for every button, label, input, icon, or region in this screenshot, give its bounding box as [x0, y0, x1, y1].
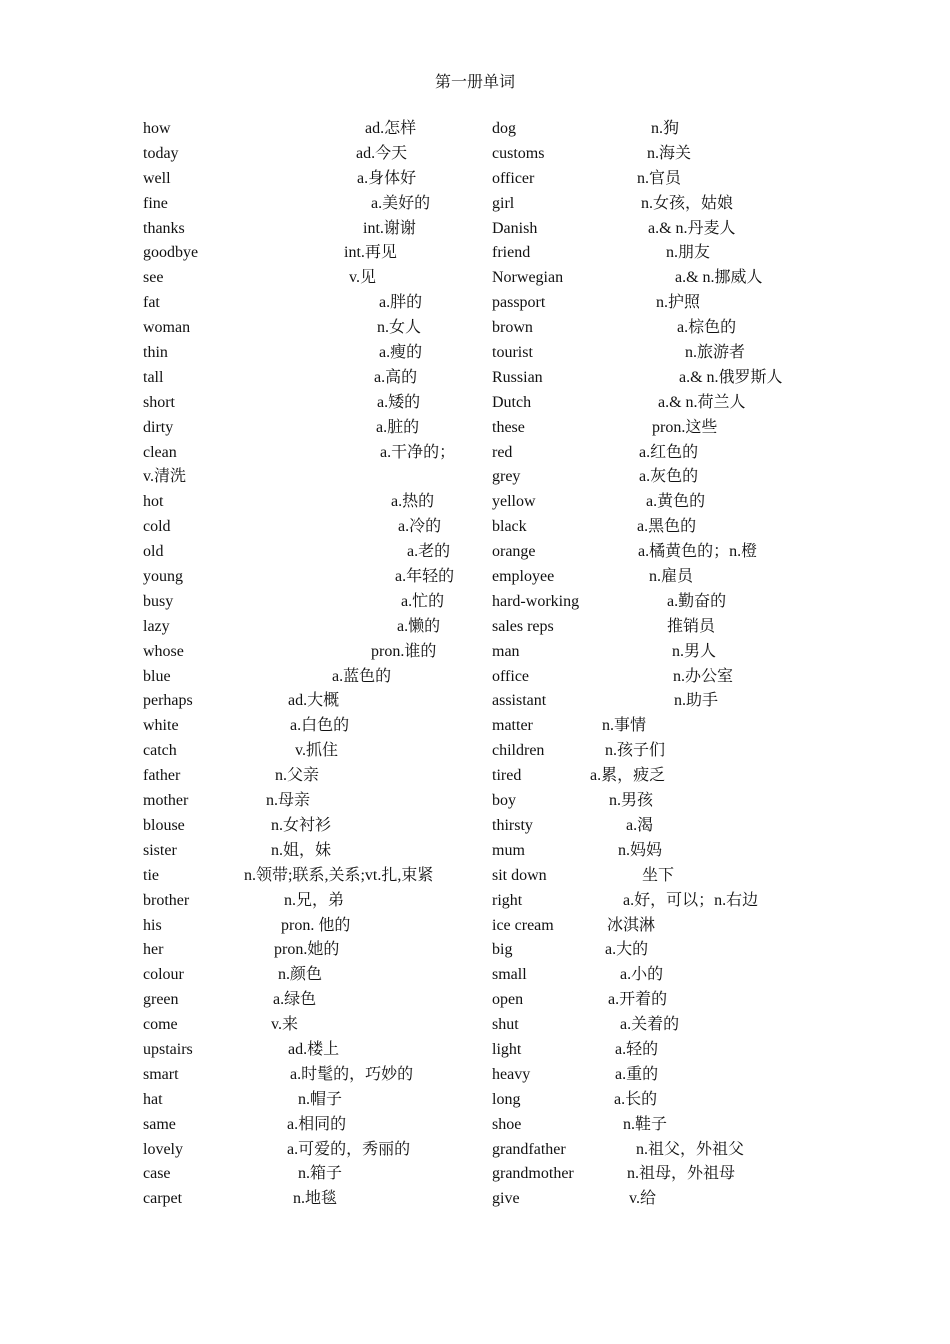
vocab-word: man: [492, 642, 520, 660]
vocab-definition: a.棕色的: [677, 319, 737, 337]
vocab-definition: n.兄，弟: [284, 891, 345, 909]
vocab-row: [143, 142, 473, 167]
vocab-definition: n.护照: [656, 294, 701, 312]
vocab-definition: a.& n.挪威人: [675, 269, 763, 287]
vocab-word: thanks: [143, 219, 185, 237]
vocab-definition: a.重的: [615, 1065, 659, 1083]
vocab-row: [143, 391, 473, 416]
vocab-definition: int.谢谢: [363, 219, 416, 237]
vocab-word: how: [143, 120, 171, 137]
vocab-row: [143, 515, 473, 540]
vocab-word: goodbye: [143, 244, 199, 262]
vocab-row: [492, 217, 822, 242]
vocab-row: [492, 665, 822, 690]
vocab-definition: ad.怎样: [365, 120, 417, 137]
vocab-word: see: [143, 269, 164, 287]
vocab-definition: a.渴: [626, 816, 654, 834]
vocab-definition: a.红色的: [639, 443, 699, 461]
vocab-word: green: [143, 991, 179, 1009]
vocab-word: orange: [492, 543, 536, 561]
left-vocabulary-column: [143, 117, 473, 1212]
vocab-word: matter: [492, 717, 533, 735]
vocab-word: whose: [143, 642, 184, 660]
vocab-row: [492, 167, 822, 192]
vocab-definition: a.身体好: [357, 169, 417, 187]
vocab-word: father: [143, 767, 181, 785]
vocab-definition: a.高的: [374, 368, 418, 386]
vocab-word: red: [492, 443, 513, 461]
vocab-word: dog: [492, 120, 516, 137]
vocab-word: smart: [143, 1065, 179, 1083]
vocab-row: [143, 714, 473, 739]
vocab-row: [492, 814, 822, 839]
vocab-definition: a.小的: [620, 966, 664, 984]
vocab-word: old: [143, 543, 164, 561]
vocab-word: light: [492, 1040, 522, 1058]
vocab-definition: a.& n.丹麦人: [648, 219, 736, 237]
vocab-row: [492, 1187, 822, 1212]
vocab-row: [143, 291, 473, 316]
vocab-word: his: [143, 916, 162, 934]
vocab-row: [492, 391, 822, 416]
vocab-word: mum: [492, 841, 525, 859]
vocab-row: [492, 1113, 822, 1138]
vocab-row: [492, 192, 822, 217]
vocab-definition: n.母亲: [266, 792, 311, 810]
vocab-definition: ad.楼上: [288, 1040, 340, 1058]
vocab-word: busy: [143, 592, 174, 610]
vocab-word: v.清洗: [143, 468, 186, 486]
vocab-row: [143, 814, 473, 839]
vocab-row: [143, 1187, 473, 1212]
vocab-word: big: [492, 941, 513, 959]
vocab-definition: n.妈妈: [618, 841, 663, 859]
vocab-word: come: [143, 1016, 178, 1034]
vocab-row: [143, 266, 473, 291]
vocab-row: [143, 938, 473, 963]
vocab-word: mother: [143, 792, 189, 810]
vocab-word: right: [492, 891, 523, 909]
vocab-definition: a.可爱的，秀丽的: [287, 1140, 411, 1158]
vocab-word: Russian: [492, 368, 543, 386]
vocab-definition: n.助手: [674, 692, 719, 710]
vocab-definition: a.好，可以；n.右边: [623, 891, 759, 909]
vocab-row: [492, 739, 822, 764]
vocab-row: [143, 117, 473, 142]
vocab-word: grey: [492, 468, 521, 486]
vocab-definition: n.女衬衫: [271, 816, 332, 834]
vocab-definition: 冰淇淋: [607, 916, 656, 934]
vocab-word: boy: [492, 792, 516, 810]
vocab-definition: ad.今天: [356, 144, 408, 162]
vocab-word: Norwegian: [492, 269, 564, 287]
vocab-definition: n.旅游者: [685, 344, 746, 362]
vocab-definition: a.脏的: [376, 418, 420, 436]
vocab-word: small: [492, 966, 527, 984]
vocab-definition: n.女人: [377, 319, 422, 337]
vocab-word: brother: [143, 891, 190, 909]
vocab-row: [143, 789, 473, 814]
vocab-definition: a.蓝色的: [332, 667, 392, 685]
vocab-word: dirty: [143, 418, 174, 436]
vocab-definition: n.颜色: [278, 966, 323, 984]
vocab-word: grandfather: [492, 1140, 566, 1158]
vocab-definition: n.事情: [602, 717, 647, 735]
vocab-row: [492, 366, 822, 391]
vocab-word: perhaps: [143, 692, 193, 710]
vocab-definition: v.抓住: [295, 742, 338, 760]
vocab-word: ice cream: [492, 916, 554, 934]
vocab-row: [492, 1162, 822, 1187]
vocab-row: [492, 938, 822, 963]
vocab-row: [143, 241, 473, 266]
vocab-definition: n.箱子: [298, 1165, 343, 1183]
vocab-row: [492, 241, 822, 266]
vocab-definition: a.勤奋的: [667, 592, 727, 610]
vocab-definition: 推销员: [667, 617, 716, 635]
vocab-word: sister: [143, 841, 177, 859]
vocab-word: employee: [492, 568, 555, 586]
vocab-word: well: [143, 169, 171, 187]
vocab-word: tired: [492, 767, 522, 785]
vocab-word: assistant: [492, 692, 547, 710]
vocab-row: [492, 490, 822, 515]
vocab-definition: n.帽子: [298, 1090, 343, 1108]
vocab-word: heavy: [492, 1065, 531, 1083]
vocab-word: upstairs: [143, 1040, 193, 1058]
vocab-word: lazy: [143, 617, 170, 635]
vocab-definition: a.轻的: [615, 1040, 659, 1058]
vocab-word: sit down: [492, 866, 547, 884]
vocab-row: [492, 764, 822, 789]
vocab-definition: n.女孩，姑娘: [641, 194, 734, 212]
vocab-row: [492, 864, 822, 889]
vocab-word: yellow: [492, 493, 536, 511]
vocab-row: [143, 416, 473, 441]
vocab-definition: n.男人: [672, 642, 717, 660]
vocab-definition: a.瘦的: [379, 344, 423, 362]
vocab-row: [143, 988, 473, 1013]
vocab-definition: a.懒的: [397, 617, 441, 635]
vocab-definition: a.绿色: [273, 991, 317, 1009]
vocab-row: [492, 515, 822, 540]
vocab-definition: a.开着的: [608, 991, 668, 1009]
vocab-definition: a.黑色的: [637, 518, 697, 536]
vocab-definition: n.官员: [637, 169, 682, 187]
vocab-definition: pron.她的: [274, 941, 340, 959]
vocab-word: passport: [492, 294, 546, 312]
vocab-row: [492, 142, 822, 167]
vocab-row: [143, 889, 473, 914]
vocab-word: hat: [143, 1090, 163, 1108]
vocab-word: cold: [143, 518, 171, 536]
vocab-word: shut: [492, 1016, 519, 1034]
vocab-definition: n.办公室: [673, 667, 734, 685]
vocab-row: [492, 889, 822, 914]
vocab-definition: v.见: [349, 269, 376, 287]
vocab-definition: n.狗: [651, 120, 680, 137]
vocab-word: fat: [143, 294, 160, 312]
vocab-word: children: [492, 742, 545, 760]
vocab-row: [492, 565, 822, 590]
vocab-row: [143, 640, 473, 665]
vocab-row: [143, 565, 473, 590]
vocab-row: [492, 291, 822, 316]
vocab-definition: a.干净的；: [380, 443, 456, 461]
vocab-row: [492, 590, 822, 615]
vocab-definition: a.关着的: [620, 1016, 680, 1034]
vocab-definition: a.累，疲乏: [590, 767, 666, 785]
vocab-row: [143, 1063, 473, 1088]
vocab-definition: n.父亲: [275, 767, 320, 785]
vocab-definition: a.胖的: [379, 294, 423, 312]
vocab-row: [143, 441, 473, 466]
vocab-word: customs: [492, 144, 545, 162]
vocab-definition: int.再见: [344, 244, 397, 262]
vocab-word: today: [143, 144, 179, 162]
vocab-definition: ad.大概: [288, 692, 340, 710]
vocab-definition: n.祖母，外祖母: [627, 1165, 736, 1183]
vocab-row: [492, 689, 822, 714]
vocab-row: [143, 366, 473, 391]
vocab-word: officer: [492, 169, 535, 187]
vocab-definition: v.给: [629, 1190, 656, 1208]
vocab-word: friend: [492, 244, 531, 262]
vocab-definition: a.热的: [391, 493, 435, 511]
vocab-word: these: [492, 418, 525, 436]
vocab-row: [492, 1088, 822, 1113]
vocab-word: case: [143, 1165, 171, 1183]
vocab-definition: a.忙的: [401, 592, 445, 610]
vocab-definition: a.白色的: [290, 717, 350, 735]
vocab-word: catch: [143, 742, 177, 760]
vocab-row: [143, 689, 473, 714]
vocab-row: [492, 615, 822, 640]
vocab-word: thin: [143, 344, 168, 362]
page-title: 第一册单词: [434, 74, 515, 91]
vocab-word: white: [143, 717, 179, 735]
vocab-word: Danish: [492, 219, 538, 237]
vocab-word: hot: [143, 493, 164, 511]
vocab-row: [143, 1138, 473, 1163]
vocab-definition: n.海关: [647, 144, 692, 162]
vocab-row: [492, 316, 822, 341]
vocab-word: clean: [143, 443, 177, 461]
vocab-definition: n.地毯: [293, 1190, 338, 1208]
vocab-row: [143, 1162, 473, 1187]
vocab-row: [492, 1063, 822, 1088]
vocab-word: lovely: [143, 1140, 183, 1158]
vocab-row: [143, 316, 473, 341]
vocab-word: blue: [143, 667, 171, 685]
vocab-word: Dutch: [492, 393, 532, 411]
vocab-row: [492, 988, 822, 1013]
vocab-row: [143, 490, 473, 515]
vocab-definition: n.孩子们: [605, 742, 666, 760]
vocab-definition: n.雇员: [649, 568, 694, 586]
vocab-row: [143, 1013, 473, 1038]
vocab-word: shoe: [492, 1115, 522, 1133]
vocab-definition: pron. 他的: [281, 916, 351, 934]
vocab-word: blouse: [143, 816, 185, 834]
vocab-row: [492, 640, 822, 665]
vocab-row: [143, 839, 473, 864]
vocab-row: [492, 441, 822, 466]
vocab-definition: n.姐，妹: [271, 841, 332, 859]
vocab-word: woman: [143, 319, 191, 337]
vocab-row: [492, 416, 822, 441]
vocab-word: office: [492, 667, 530, 685]
vocab-row: [492, 540, 822, 565]
vocab-definition: 坐下: [642, 866, 675, 884]
vocab-definition: n.男孩: [609, 792, 654, 810]
vocab-definition: a.冷的: [398, 518, 442, 536]
vocab-definition: pron.谁的: [371, 642, 437, 660]
vocab-definition: a.大的: [605, 941, 649, 959]
vocab-row: [143, 341, 473, 366]
right-vocabulary-column: [492, 117, 822, 1212]
vocab-row: [492, 1038, 822, 1063]
vocab-word: tie: [143, 866, 159, 884]
vocab-word: fine: [143, 194, 168, 212]
vocab-row: [492, 266, 822, 291]
vocab-definition: n.祖父，外祖父: [636, 1140, 745, 1158]
vocab-definition: a.黄色的: [646, 493, 706, 511]
vocab-row: [492, 1138, 822, 1163]
vocab-word: girl: [492, 194, 515, 212]
vocab-row: [143, 739, 473, 764]
vocab-row: [492, 341, 822, 366]
vocab-row: [143, 1088, 473, 1113]
vocab-definition: a.矮的: [377, 393, 421, 411]
vocab-word: tall: [143, 368, 164, 386]
vocab-word: grandmother: [492, 1165, 574, 1183]
vocab-definition: n.鞋子: [623, 1115, 668, 1133]
vocab-row: [143, 217, 473, 242]
vocab-word: carpet: [143, 1190, 183, 1208]
vocab-row: [143, 963, 473, 988]
vocab-row: [492, 789, 822, 814]
vocab-row: [492, 963, 822, 988]
vocab-definition: a.灰色的: [639, 468, 699, 486]
vocab-word: tourist: [492, 344, 533, 362]
vocab-row: [492, 839, 822, 864]
vocab-definition: v.来: [271, 1016, 298, 1034]
vocab-row: [143, 465, 473, 490]
vocab-word: long: [492, 1090, 521, 1108]
vocab-word: give: [492, 1190, 520, 1208]
vocab-definition: n.朋友: [666, 244, 711, 262]
vocab-definition: n.领带;联系,关系;vt.扎,束紧: [244, 866, 434, 884]
vocab-row: [492, 465, 822, 490]
vocab-row: [143, 540, 473, 565]
vocab-row: [492, 117, 822, 142]
vocab-word: short: [143, 393, 175, 411]
vocab-row: [492, 714, 822, 739]
vocab-definition: a.& n.荷兰人: [658, 393, 746, 411]
vocab-word: hard-working: [492, 592, 580, 610]
vocab-row: [143, 615, 473, 640]
vocab-row: [143, 864, 473, 889]
vocab-definition: a.橘黄色的；n.橙: [638, 543, 758, 561]
vocab-row: [143, 1113, 473, 1138]
vocab-definition: a.相同的: [287, 1115, 347, 1133]
vocab-word: her: [143, 941, 164, 959]
vocab-row: [143, 914, 473, 939]
vocab-definition: a.年轻的: [395, 568, 455, 586]
vocab-word: sales reps: [492, 617, 554, 635]
vocab-word: brown: [492, 319, 533, 337]
vocab-word: same: [143, 1115, 176, 1133]
vocab-row: [492, 914, 822, 939]
vocab-definition: pron.这些: [652, 418, 718, 436]
vocab-row: [143, 590, 473, 615]
vocab-row: [143, 192, 473, 217]
vocab-row: [143, 764, 473, 789]
vocab-word: young: [143, 568, 183, 586]
vocab-definition: a.& n.俄罗斯人: [679, 368, 783, 386]
vocab-word: colour: [143, 966, 184, 984]
vocab-definition: a.长的: [614, 1090, 658, 1108]
vocab-word: thirsty: [492, 816, 533, 834]
vocab-row: [492, 1013, 822, 1038]
vocab-row: [143, 665, 473, 690]
vocab-word: open: [492, 991, 524, 1009]
vocab-row: [143, 1038, 473, 1063]
vocab-definition: a.时髦的，巧妙的: [290, 1065, 414, 1083]
vocab-word: black: [492, 518, 527, 536]
vocab-row: [143, 167, 473, 192]
vocab-definition: a.老的: [407, 543, 451, 561]
vocab-definition: a.美好的: [371, 194, 431, 212]
